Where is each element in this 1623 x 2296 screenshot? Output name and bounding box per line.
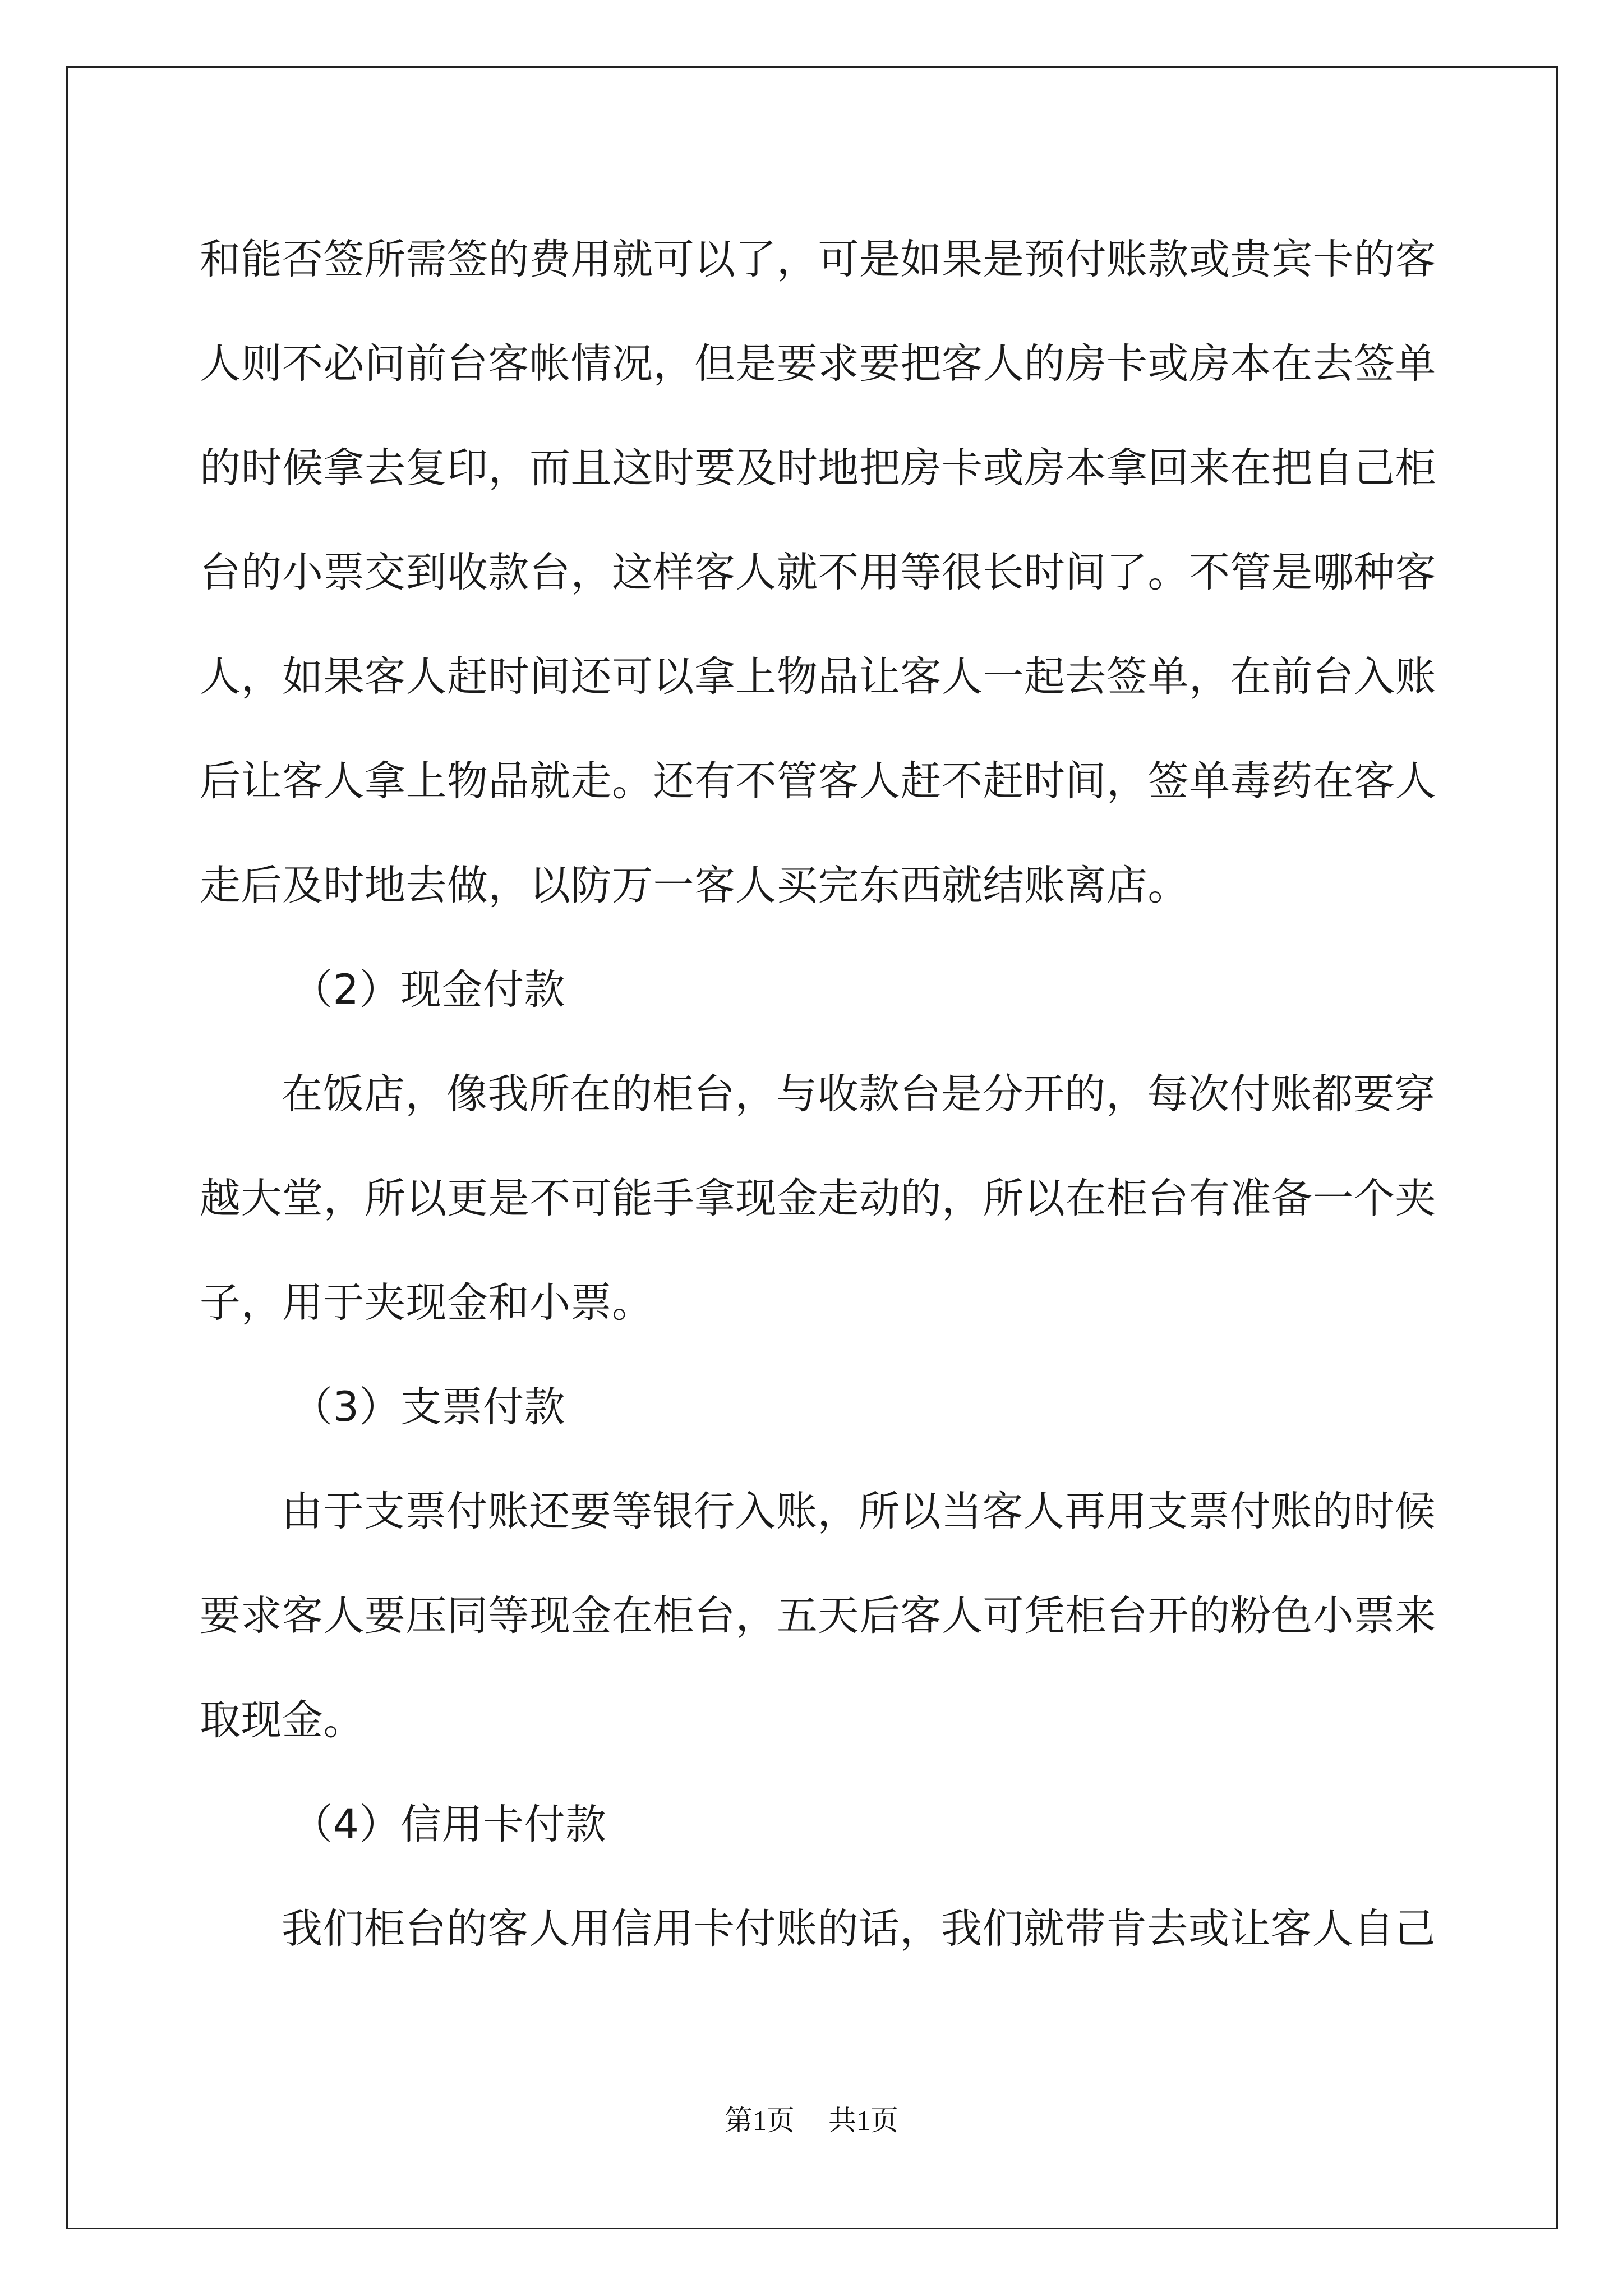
document-body xyxy=(200,208,1436,1981)
section-heading-check-payment: （3）支票付款 xyxy=(292,1383,565,1431)
paragraph-line: 台的小票交到收款台，这样客人就不用等很长时间了。不管是哪种客 xyxy=(200,549,1436,596)
paragraph-line: 由于支票付账还要等银行入账，所以当客人再用支票付账的时候 xyxy=(282,1488,1436,1535)
paragraph-line: 我们柜台的客人用信用卡付账的话，我们就带肯去或让客人自己 xyxy=(282,1905,1436,1953)
paragraph-line: 要求客人要压同等现金在柜台，五天后客人可凭柜台开的粉色小票来 xyxy=(200,1592,1436,1640)
paragraph-line: 人则不必问前台客帐情况，但是要求要把客人的房卡或房本在去签单 xyxy=(200,340,1436,388)
paragraph-line: 取现金。 xyxy=(200,1696,365,1744)
paragraph-line: 后让客人拿上物品就走。还有不管客人赶不赶时间，签单毒药在客人 xyxy=(200,757,1436,805)
section-heading-credit-card-payment: （4）信用卡付款 xyxy=(292,1801,607,1848)
section-heading-cash-payment: （2）现金付款 xyxy=(292,966,565,1014)
paragraph-line: 的时候拿去复印，而且这时要及时地把房卡或房本拿回来在把自己柜 xyxy=(200,444,1436,492)
paragraph-line: 子，用于夹现金和小票。 xyxy=(200,1279,653,1327)
paragraph-line: 走后及时地去做，以防万一客人买完东西就结账离店。 xyxy=(200,862,1189,909)
page-footer xyxy=(0,2098,1623,2138)
paragraph-line: 越大堂，所以更是不可能手拿现金走动的，所以在柜台有准备一个夹 xyxy=(200,1175,1436,1222)
paragraph-line: 人，如果客人赶时间还可以拿上物品让客人一起去签单，在前台入账 xyxy=(200,653,1436,701)
paragraph-line: 在饭店，像我所在的柜台，与收款台是分开的，每次付账都要穿 xyxy=(282,1070,1436,1118)
page-number-label: 第1页 xyxy=(725,2105,795,2136)
total-pages-label: 共1页 xyxy=(828,2105,898,2136)
paragraph-line: 和能否签所需签的费用就可以了，可是如果是预付账款或贵宾卡的客 xyxy=(200,236,1436,283)
